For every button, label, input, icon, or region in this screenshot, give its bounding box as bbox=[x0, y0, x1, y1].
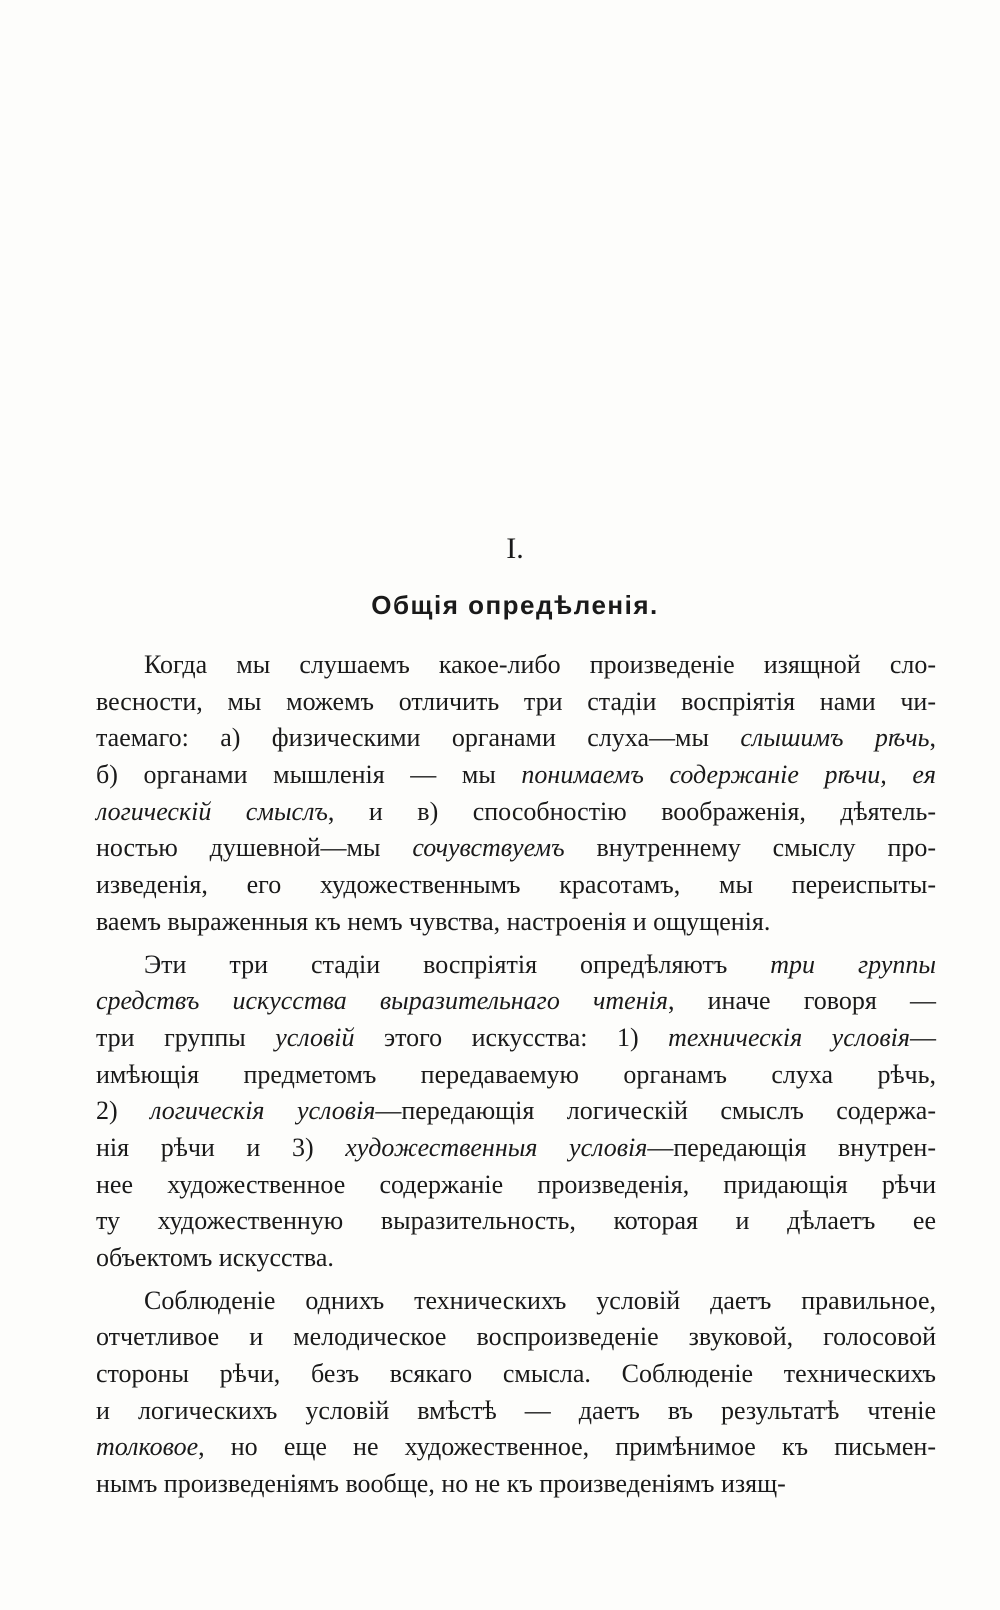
italic-span: средствъ искусства выразительнаго чтенія bbox=[96, 986, 668, 1016]
text-line bbox=[96, 1393, 936, 1430]
text-span: , и в) способностію воображенія, дѣятель- bbox=[327, 796, 936, 826]
chapter-body bbox=[96, 647, 936, 1503]
text-span: нымъ произведеніямъ вообще, но не къ произведеніямъ изящ- bbox=[96, 1469, 786, 1499]
text-line bbox=[96, 983, 936, 1020]
text-span: нія рѣчи и 3) bbox=[96, 1132, 346, 1162]
text-line bbox=[96, 947, 936, 984]
text-span: нее художественное содержаніе произведенія, придающія рѣчи bbox=[96, 1169, 936, 1199]
italic-span: толковое bbox=[96, 1432, 199, 1462]
text-span: ностью душевной—мы bbox=[96, 833, 413, 863]
text-span: —передающія логическій смыслъ содержа- bbox=[375, 1096, 936, 1126]
text-line bbox=[96, 1057, 936, 1094]
text-span: отчетливое и мелодическое воспроизведеніе звуковой, голосовой bbox=[96, 1322, 936, 1352]
text-span: б) органами мышленія — мы bbox=[96, 760, 522, 790]
text-line bbox=[96, 1283, 936, 1320]
text-line bbox=[96, 720, 936, 757]
text-line bbox=[96, 1429, 936, 1466]
text-span: — bbox=[910, 1022, 936, 1052]
text-line bbox=[96, 1093, 936, 1130]
italic-span: три группы bbox=[770, 949, 936, 979]
paragraph bbox=[96, 947, 936, 1277]
chapter-number: I. bbox=[506, 532, 524, 565]
text-line bbox=[96, 1167, 936, 1204]
text-line bbox=[96, 904, 936, 941]
italic-span: слышимъ рѣчь bbox=[740, 723, 930, 753]
text-line bbox=[96, 1466, 936, 1503]
text-span: Когда мы слушаемъ какое-либо произведеніе изящной сло- bbox=[144, 650, 936, 679]
text-line bbox=[96, 1020, 936, 1057]
text-span: имѣющія предметомъ передаваемую органамъ слуха рѣчь, bbox=[96, 1059, 936, 1089]
text-span: весности, мы можемъ отличить три стадіи воспріятія нами чи- bbox=[96, 686, 936, 716]
text-span: объектомъ искусства. bbox=[96, 1243, 334, 1272]
paragraph bbox=[96, 1283, 936, 1503]
text-line bbox=[96, 794, 936, 831]
text-span: ту художественную выразительность, которая и дѣлаетъ ее bbox=[96, 1206, 936, 1236]
italic-span: понимаемъ содержаніе рѣчи, ея bbox=[521, 760, 936, 790]
text-span: этого искусства: 1) bbox=[354, 1022, 669, 1052]
text-line bbox=[96, 1130, 936, 1167]
paragraph bbox=[96, 647, 936, 941]
text-line bbox=[96, 757, 936, 794]
text-span: и логическихъ условій вмѣстѣ — даетъ въ результатѣ чтеніе bbox=[96, 1395, 936, 1425]
text-line bbox=[96, 1203, 936, 1240]
text-line bbox=[96, 1240, 936, 1277]
italic-span: логическій смыслъ bbox=[96, 796, 328, 826]
chapter-title: Общія опредѣленія. bbox=[371, 590, 659, 620]
italic-span: логическія условія bbox=[150, 1096, 376, 1126]
text-span: изведенія, его художественнымъ красотамъ, мы переиспыты- bbox=[96, 870, 936, 900]
italic-span: условій bbox=[275, 1022, 355, 1052]
text-span: ваемъ выраженныя къ немъ чувства, настроенія и ощущенія. bbox=[96, 906, 771, 936]
text-span: три группы bbox=[96, 1022, 276, 1052]
text-span: Эти три стадіи воспріятія опредѣляютъ bbox=[144, 949, 771, 979]
text-span: Соблюденіе однихъ техническихъ условій даетъ правильное, bbox=[144, 1285, 936, 1315]
text-line bbox=[96, 867, 936, 904]
text-span: таемаго: а) физическими органами слуха—мы bbox=[96, 723, 741, 753]
text-span: внутреннему смыслу про- bbox=[564, 833, 937, 863]
text-span: —передающія внутрен- bbox=[647, 1132, 937, 1162]
text-line bbox=[96, 1319, 936, 1356]
italic-span: художественныя условія bbox=[345, 1132, 648, 1162]
italic-span: техническія условія bbox=[668, 1022, 910, 1052]
text-line bbox=[96, 684, 936, 721]
text-line bbox=[96, 647, 936, 684]
italic-span: сочувствуемъ bbox=[412, 833, 565, 863]
text-span: , иначе говоря — bbox=[667, 986, 936, 1016]
text-line bbox=[96, 830, 936, 867]
text-span: стороны рѣчи, безъ всякаго смысла. Соблюденіе техническихъ bbox=[96, 1359, 936, 1389]
text-span: , но еще не художественное, примѣнимое къ письмен- bbox=[198, 1432, 936, 1462]
text-span: 2) bbox=[96, 1096, 151, 1126]
text-line bbox=[96, 1356, 936, 1393]
text-span: , bbox=[929, 723, 937, 753]
